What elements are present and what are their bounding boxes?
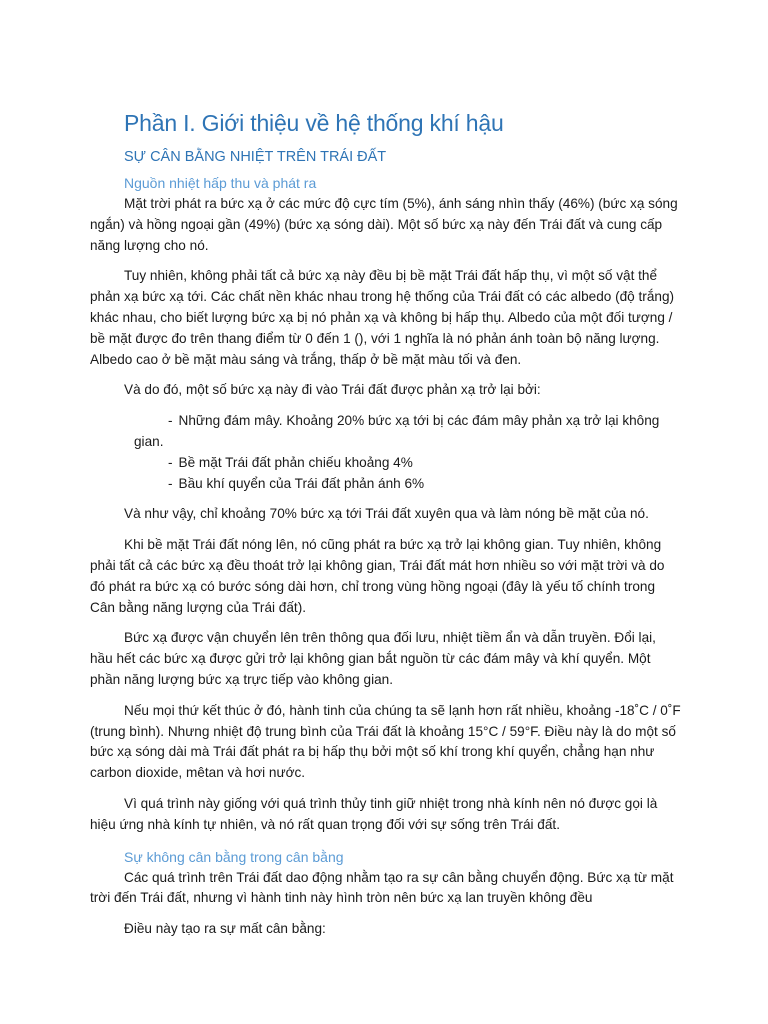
paragraph: Khi bề mặt Trái đất nóng lên, nó cũng phát ra bức xạ trở lại không gian. Tuy nhiên, không phải tất cả các bức xạ đều thoát trở lại không gian, Trái đất mát hơn nhiều so với mặt trời và do đó phát ra bức xạ có bước sóng dài hơn, chỉ trong vùng hồng ngoại (đây là yếu tố chính trong Cân bằng năng lượng của Trái đất). <box>90 537 665 615</box>
section-heading-imbalance: Sự không cân bằng trong cân bằng <box>124 848 344 865</box>
paragraph: Và như vậy, chỉ khoảng 70% bức xạ tới Trái đất xuyên qua và làm nóng bề mặt của nó. <box>124 506 649 522</box>
list-item <box>90 453 682 474</box>
list-item-text: Bầu khí quyển của Trái đất phản ánh 6% <box>178 475 425 491</box>
paragraph: Vì quá trình này giống với quá trình thủy tinh giữ nhiệt trong nhà kính nên nó được gọi là hiệu ứng nhà kính tự nhiên, và nó rất quan trọng đối với sự sống trên Trái đất. <box>90 795 658 832</box>
section-heading-heat-sources: Nguồn nhiệt hấp thu và phát ra <box>124 175 317 191</box>
dash-bullet: - <box>168 413 173 429</box>
paragraph: Mặt trời phát ra bức xạ ở các mức độ cực tím (5%), ánh sáng nhìn thấy (46%) (bức xạ sóng ngắn) và hồng ngoại gần (49%) (bức xạ sóng dài). Một số bức xạ này đến Trái đất và cung cấp năng lượng cho nó. <box>90 196 678 253</box>
paragraph: Điều này tạo ra sự mất cân bằng: <box>124 921 326 937</box>
paragraph: Các quá trình trên Trái đất dao động nhằm tạo ra sự cân bằng chuyển động. Bức xạ từ mặt trời đến Trái đất, nhưng vì hành tinh này hình tròn nên bức xạ lan truyền không đều <box>90 869 674 906</box>
page-subtitle: SỰ CÂN BẰNG NHIỆT TRÊN TRÁI ĐẤT <box>124 149 387 165</box>
dash-bullet: - <box>168 454 173 470</box>
paragraph: Tuy nhiên, không phải tất cả bức xạ này đều bị bề mặt Trái đất hấp thụ, vì một số vật thể phản xạ bức xạ tới. Các chất nền khác nhau trong hệ thống của Trái đất có các albedo (độ trắng) khác nhau, cho biết lượng bức xạ bị nó phản xạ và không bị hấp thụ. Albedo của một đối tượng / bề mặt được đo trên thang điểm từ 0 đến 1 (), với 1 nghĩa là nó phản ánh toàn bộ năng lượng. Albedo cao ở bề mặt màu sáng và trắng, thấp ở bề mặt màu tối và đen. <box>90 268 675 367</box>
list-item <box>90 474 682 495</box>
paragraph: Và do đó, một số bức xạ này đi vào Trái đất được phản xạ trở lại bởi: <box>124 382 541 398</box>
paragraph: Nếu mọi thứ kết thúc ở đó, hành tinh của chúng ta sẽ lạnh hơn rất nhiều, khoảng -18˚C / 0˚F (trung bình). Nhưng nhiệt độ trung bình của Trái đất là khoảng 15°C / 59°F. Điều này là do một số bức xạ sóng dài mà Trái đất phát ra bị hấp thụ bởi một số khí trong khí quyển, chẳng hạn như carbon dioxide, mêtan và hơi nước. <box>90 702 681 781</box>
list-item-text: Bề mặt Trái đất phản chiếu khoảng 4% <box>178 454 413 470</box>
list-item <box>90 411 682 453</box>
reflection-list <box>90 411 682 494</box>
dash-bullet: - <box>168 475 173 491</box>
paragraph: Bức xạ được vận chuyển lên trên thông qua đối lưu, nhiệt tiềm ẩn và dẫn truyền. Đổi lại, hầu hết các bức xạ được gửi trở lại không gian bắt nguồn từ các đám mây và khí quyển. Một phần năng lượng bức xạ trực tiếp vào không gian. <box>90 630 656 687</box>
page-title: Phần I. Giới thiệu về hệ thống khí hậu <box>124 110 504 136</box>
list-item-text: Những đám mây. Khoảng 20% bức xạ tới bị các đám mây phản xạ trở lại không gian. <box>134 413 660 449</box>
